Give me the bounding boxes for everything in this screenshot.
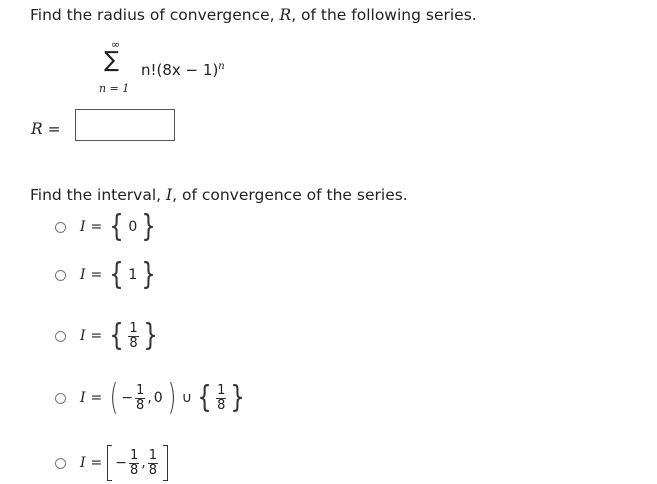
option-2-radio[interactable] (55, 270, 66, 281)
option-1-left-brace: { (109, 209, 124, 244)
option-2-right-brace: } (141, 257, 156, 292)
option-1-right-brace: } (141, 209, 156, 244)
radius-var: R (31, 120, 43, 138)
option-5-radio[interactable] (55, 458, 66, 469)
option-4-numerator: 1 (136, 382, 145, 398)
option-5-right-bracket (163, 445, 168, 481)
option-3-fraction (128, 322, 138, 350)
option-5-left-bracket (107, 445, 112, 481)
option-5-numerator-1: 1 (130, 447, 139, 463)
series-term (141, 61, 225, 79)
option-4-fraction (135, 384, 145, 412)
option-1[interactable] (55, 207, 158, 247)
series-lower-limit (99, 82, 129, 95)
option-1-equals: = (90, 219, 103, 235)
option-4-left-paren: ( (110, 377, 119, 418)
option-4-right-paren: ) (167, 377, 176, 418)
option-5-numerator-2: 1 (148, 447, 158, 463)
option-1-radio[interactable] (55, 222, 66, 233)
question-interval-var: I (166, 186, 173, 204)
option-4-left-brace: { (197, 380, 212, 415)
option-3-radio[interactable] (55, 331, 66, 342)
option-5-denominator-1: 8 (130, 462, 139, 478)
option-4-comma: , (147, 390, 152, 406)
series-term-text: n!(8x − 1) (141, 61, 219, 79)
option-3[interactable] (55, 316, 160, 356)
option-4[interactable] (55, 378, 247, 418)
option-5-fraction-2 (148, 449, 158, 477)
option-3-denominator: 8 (129, 335, 138, 351)
option-4-zero: 0 (153, 390, 163, 406)
question-radius (30, 6, 477, 24)
option-2-equals: = (90, 267, 103, 283)
series-exponent: n (218, 61, 225, 72)
question-interval-text-mid: , of convergence of the series. (172, 186, 408, 204)
option-4-right-brace: } (230, 380, 246, 415)
option-2-value: 1 (128, 267, 138, 283)
option-3-right-brace: } (143, 318, 158, 353)
option-4-union: ∪ (181, 390, 192, 406)
question-radius-text-pre: Find the radius of convergence, (30, 6, 280, 24)
option-3-label: I (80, 328, 86, 344)
radius-label (31, 120, 61, 138)
option-5-equals: = (90, 455, 103, 471)
question-radius-text-mid: , of the following series. (291, 6, 477, 24)
option-4-radio[interactable] (55, 393, 66, 404)
option-4-set-denominator: 8 (217, 397, 226, 413)
option-4-equals: = (90, 390, 103, 406)
option-5-neg: − (115, 455, 127, 471)
series-sigma: ∑ (104, 48, 119, 73)
option-4-set-numerator: 1 (217, 382, 226, 398)
option-2-label: I (80, 267, 86, 283)
option-5[interactable] (55, 443, 168, 483)
option-4-label: I (80, 390, 86, 406)
series-upper-limit: ∞ (111, 38, 121, 51)
option-4-denominator: 8 (136, 397, 145, 413)
question-interval-text-pre: Find the interval, (30, 186, 166, 204)
option-5-denominator-2: 8 (148, 462, 158, 478)
option-4-set-fraction (216, 384, 226, 412)
option-5-label: I (80, 455, 86, 471)
series-lower-text: n = 1 (99, 82, 130, 95)
option-1-label: I (80, 219, 86, 235)
option-5-fraction-1 (129, 449, 139, 477)
question-radius-var: R (279, 6, 292, 24)
option-3-equals: = (90, 328, 103, 344)
option-3-numerator: 1 (129, 320, 138, 336)
option-2[interactable] (55, 255, 158, 295)
radius-equals: = (47, 120, 61, 138)
option-4-neg: − (121, 390, 134, 406)
option-2-left-brace: { (109, 257, 124, 292)
option-3-left-brace: { (109, 318, 124, 353)
option-1-value: 0 (128, 219, 138, 235)
radius-input[interactable] (75, 109, 175, 141)
question-interval (30, 186, 408, 204)
option-5-comma: , (141, 455, 146, 471)
